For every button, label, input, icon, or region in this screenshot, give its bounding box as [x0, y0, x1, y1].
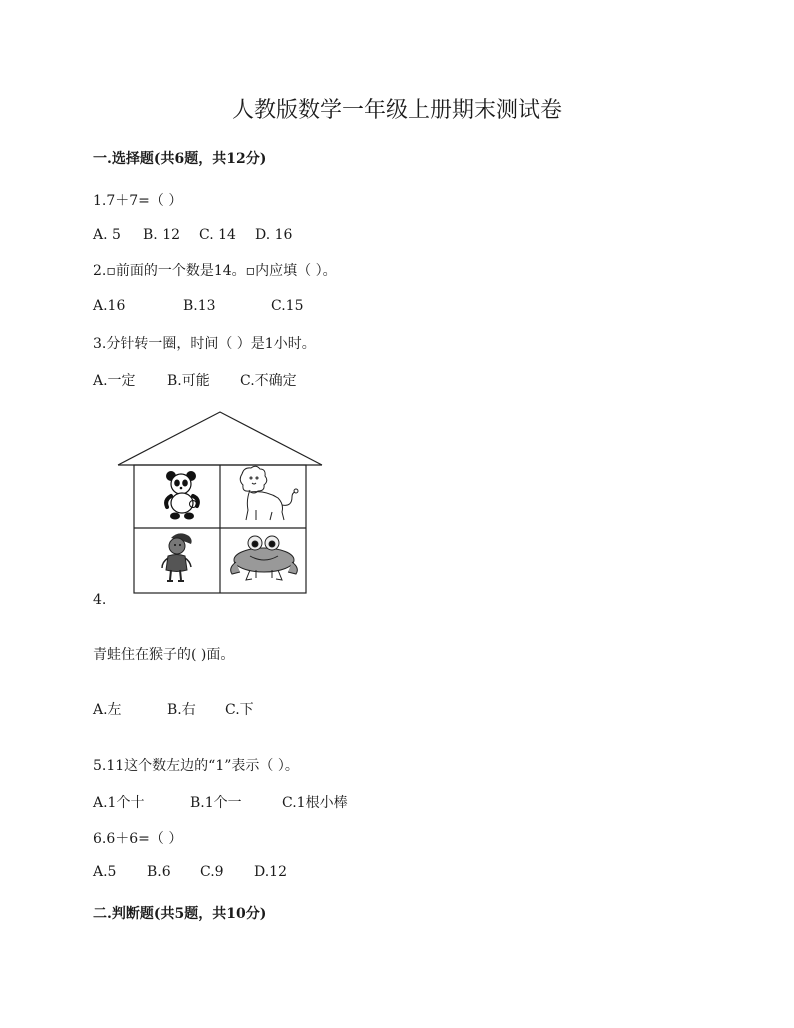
option-a: A.1个十 [93, 795, 145, 811]
question-2-stem: 2.▫前面的一个数是14。▫内应填（ ）。 [93, 263, 337, 279]
question-4-options [93, 699, 254, 719]
option-b: B.1个一 [190, 795, 242, 811]
house-figure [114, 410, 326, 600]
option-a: A.5 [93, 864, 117, 880]
option-d: D. 16 [255, 227, 293, 243]
question-1-options [93, 227, 292, 243]
option-c: C.9 [200, 864, 224, 880]
option-a: A.左 [93, 702, 122, 718]
question-3-options [93, 370, 297, 390]
option-b: B.可能 [167, 373, 210, 389]
option-d: D.12 [254, 864, 287, 880]
option-b: B.13 [183, 298, 216, 314]
monkey-icon [162, 533, 192, 581]
question-2-options [93, 298, 303, 314]
option-c: C.不确定 [240, 373, 297, 389]
option-b: B.右 [167, 702, 196, 718]
option-b: B.6 [147, 864, 171, 880]
section-heading-choice: 一.选择题(共6题，共12分) [93, 151, 267, 167]
option-a: A. 5 [93, 227, 121, 243]
option-a: A.一定 [93, 373, 136, 389]
section-heading-judgment: 二.判断题(共5题，共10分) [93, 906, 267, 922]
lion-icon [240, 466, 298, 520]
option-c: C. 14 [199, 227, 236, 243]
question-3-stem: 3.分针转一圈，时间（ ）是1小时。 [93, 336, 316, 352]
option-c: C.下 [225, 702, 254, 718]
page-title: 人教版数学一年级上册期末测试卷 [231, 98, 562, 123]
panda-icon [166, 471, 198, 520]
question-5-options [93, 792, 348, 812]
question-6-stem: 6.6＋6=（ ） [93, 831, 183, 847]
option-a: A.16 [93, 298, 126, 314]
question-6-options [93, 864, 287, 880]
question-5-stem: 5.11这个数左边的“1”表示（ ）。 [93, 758, 299, 774]
frog-icon [231, 536, 298, 580]
question-4-stem: 青蛙住在猴子的( )面。 [93, 647, 235, 663]
question-4-number: 4. [93, 592, 107, 608]
question-1-stem: 1.7＋7=（ ） [93, 193, 183, 209]
option-b: B. 12 [143, 227, 181, 243]
option-c: C.1根小棒 [282, 795, 348, 811]
option-c: C.15 [271, 298, 304, 314]
